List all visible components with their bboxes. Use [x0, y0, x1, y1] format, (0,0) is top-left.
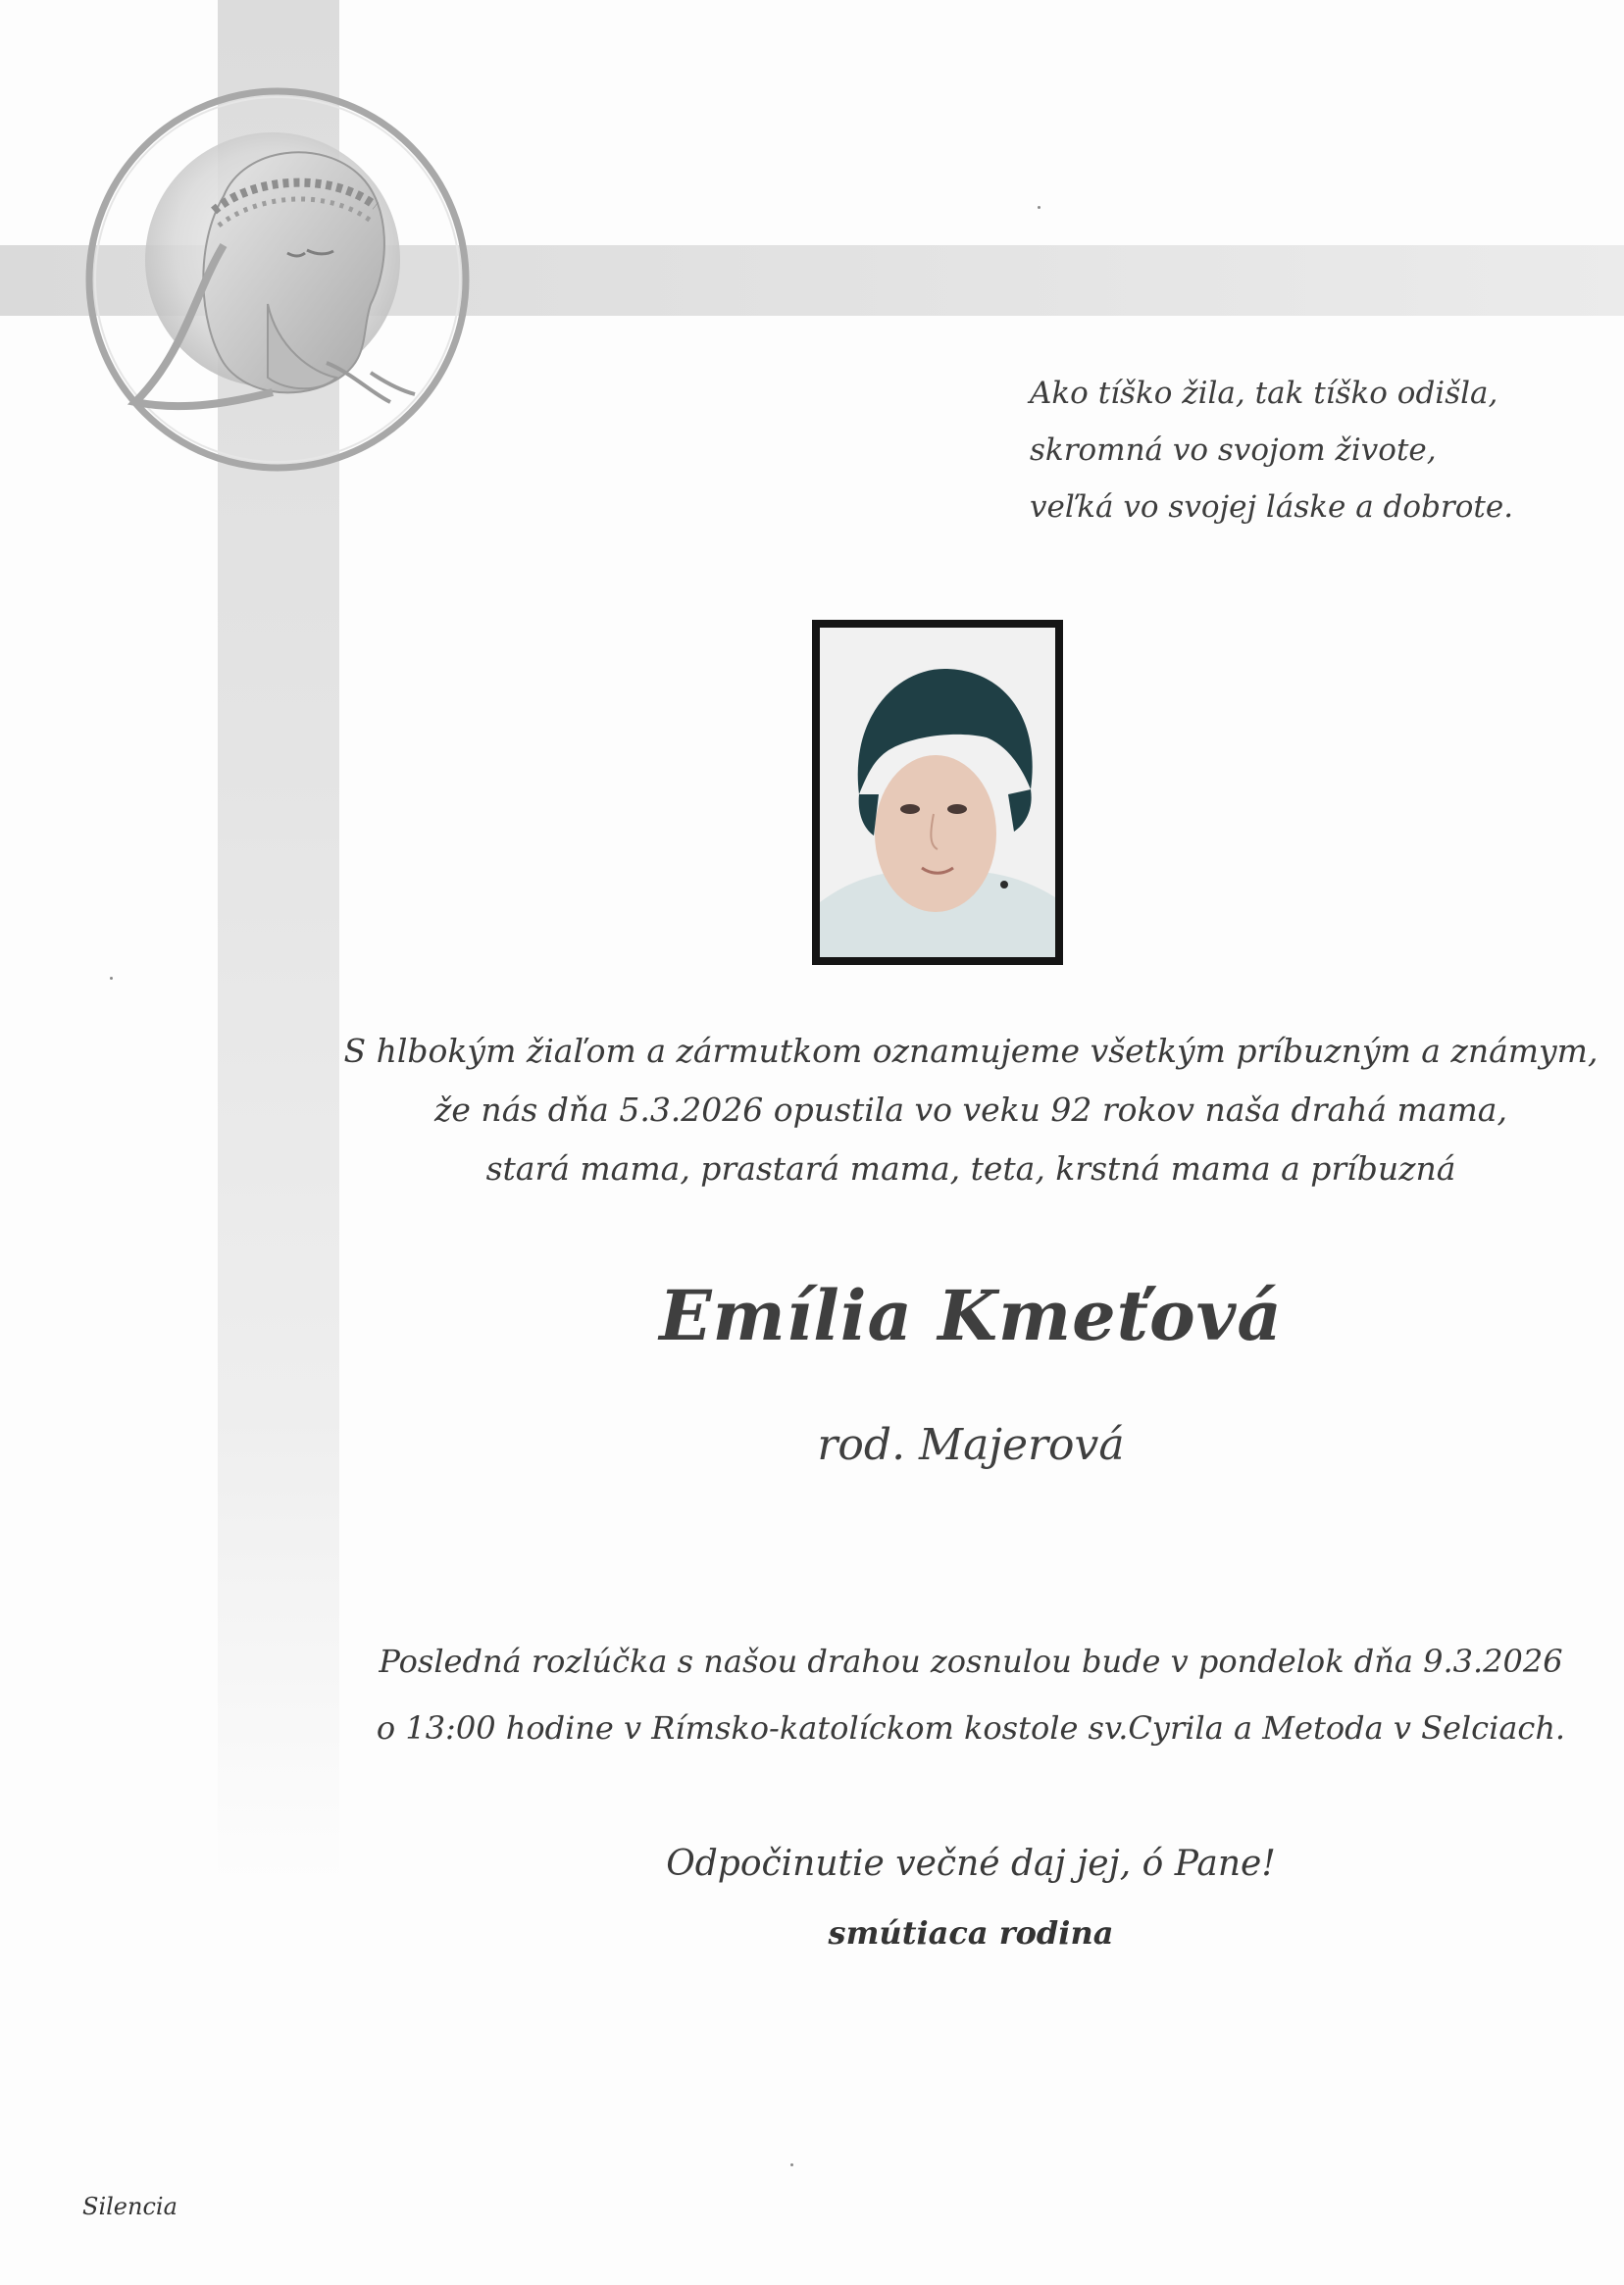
announcement-line: S hlbokým žiaľom a zármutkom oznamujeme všetkým príbuzným a známym,: [343, 1032, 1599, 1070]
closing-prayer: Odpočinutie večné daj jej, ó Pane!: [666, 1844, 1276, 1884]
family-signature: smútiaca rodina: [828, 1914, 1114, 1952]
announcement-line: stará mama, prastará mama, teta, krstná mama a príbuzná: [485, 1149, 1456, 1188]
poem-verse: [1030, 365, 1579, 535]
portrait-frame: [812, 620, 1063, 965]
funeral-details: [353, 1628, 1589, 1761]
paper-speck: [110, 977, 113, 980]
christ-medallion-icon: [76, 78, 479, 481]
poem-line: Ako tíško žila, tak tíško odišla,: [1030, 376, 1498, 411]
portrait-photo-icon: [820, 628, 1055, 957]
deceased-name: Emília Kmeťová: [659, 1275, 1283, 1356]
poem-line: skromná vo svojom živote,: [1030, 432, 1437, 468]
paper-speck: [1038, 206, 1040, 209]
publisher-brand: Silencia: [82, 2193, 178, 2220]
announcement-line: že nás dňa 5.3.2026 opustila vo veku 92 rokov naša drahá mama,: [434, 1091, 1507, 1129]
funeral-line: o 13:00 hodine v Rímsko-katolíckom kostole sv.Cyrila a Metoda v Selciach.: [376, 1709, 1566, 1747]
maiden-name: rod. Majerová: [817, 1420, 1125, 1470]
poem-line: veľká vo svojej láske a dobrote.: [1030, 489, 1514, 525]
paper-speck: [790, 2163, 793, 2166]
announcement-text: [294, 1022, 1624, 1198]
funeral-line: Posledná rozlúčka s našou drahou zosnulou bude v pondelok dňa 9.3.2026: [379, 1643, 1563, 1680]
